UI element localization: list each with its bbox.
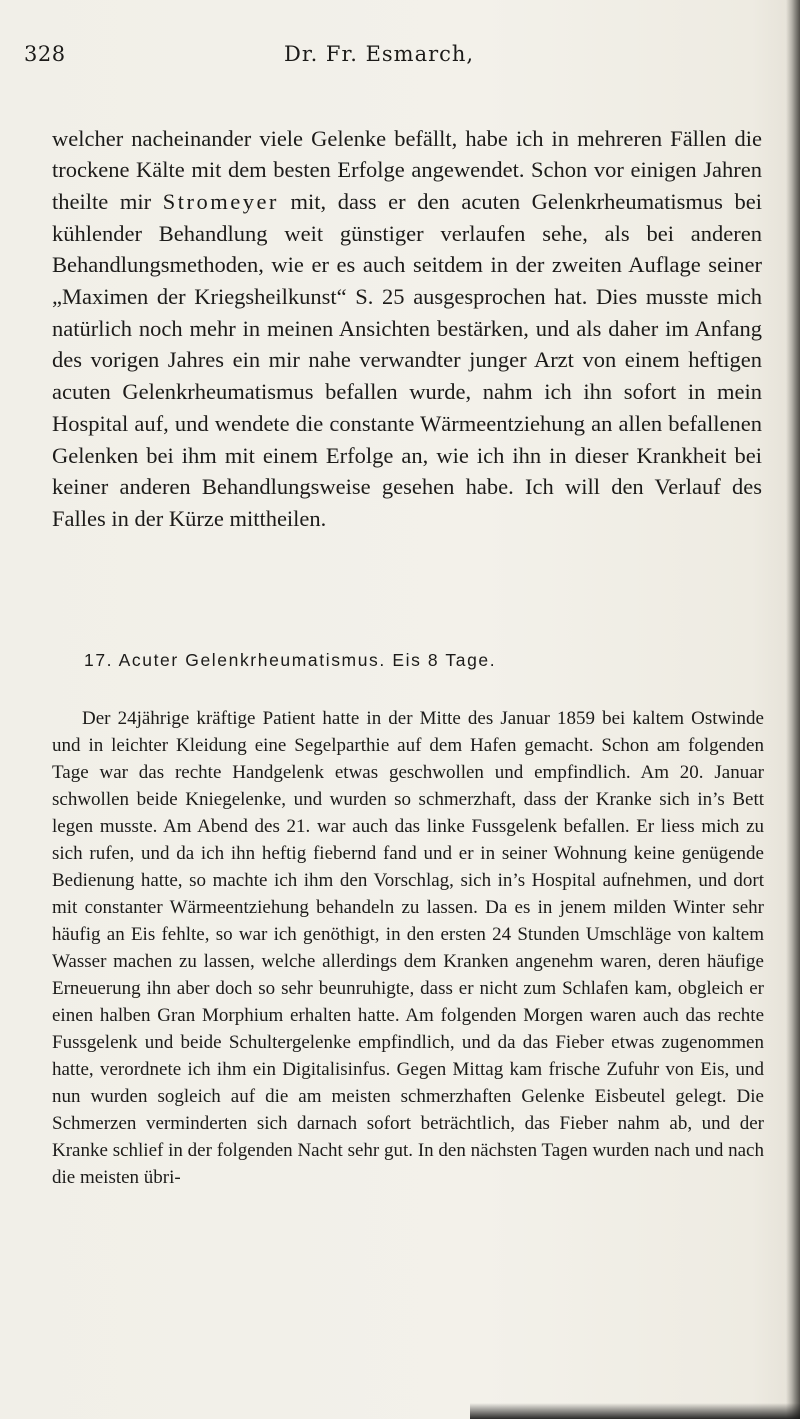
main-paragraph-text-2: mit, dass er den acuten Gelenkrheumatismus bei kühlender Behandlung weit günstiger verlaufen sehe, als bei anderen Behandlungsmethoden, wie er es auch seitdem in der zweiten Auflage seiner „Maximen der Kriegsheilkunst“ S. 25 ausgesprochen hat. Dies musste mich natürlich noch mehr in meinen Ansichten bestärken, und als daher im Anfang des vorigen Jahres ein mir nahe verwandter junger Arzt von einem heftigen acuten Gelenkrheumatismus befallen wurde, nahm ich ihn sofort in mein Hospital auf, und wendete die constante Wärmeentziehung an allen befallenen Gelenken bei ihm mit einem Erfolge an, wie ich ihn in dieser Krankheit bei keiner anderen Behandlungsweise gesehen habe. Ich will den Verlauf des Falles in der Kürze mittheilen. [52, 188, 762, 531]
case-report-paragraph: Der 24jährige kräftige Patient hatte in der Mitte des Januar 1859 bei kaltem Ostwinde und in leichter Kleidung eine Segelparthie auf dem Hafen gemacht. Schon am folgenden Tage war das rechte Handgelenk etwas geschwollen und empfindlich. Am 20. Januar schwollen beide Kniegelenke, und wurden so schmerzhaft, dass der Kranke sich in’s Bett legen musste. Am Abend des 21. war auch das linke Fussgelenk befallen. Er liess mich zu sich rufen, und da ich ihn heftig fiebernd fand und er in seiner Wohnung keine genügende Bedienung hatte, so machte ich ihm den Vorschlag, sich in’s Hospital aufnehmen, und dort mit constanter Wärmeentziehung behandeln zu lassen. Da es in jenem milden Winter sehr häufig an Eis fehlte, so war ich genöthigt, in den ersten 24 Stunden Umschläge von kaltem Wasser machen zu lassen, welche allerdings dem Kranken angenehm waren, deren häufige Erneuerung ihn aber doch so sehr beunruhigte, dass er nicht zum Schlafen kam, obgleich er einen halben Gran Morphium erhalten hatte. Am folgenden Morgen waren auch das rechte Fussgelenk und beide Schultergelenke empfindlich, und da das Fieber etwas zugenommen hatte, verordnete ich ihm ein Digitalisinfus. Gegen Mittag kam frische Zufuhr von Eis, und nun wurden sogleich auf die am meisten schmerzhaften Gelenke Eisbeutel gelegt. Die Schmerzen verminderten sich darnach sofort beträchtlich, das Fieber nahm ab, und der Kranke schlief in der folgenden Nacht sehr gut. In den nächsten Tagen wurden nach und nach die meisten übri- [52, 708, 764, 1188]
page-binding-shadow [786, 0, 800, 1419]
author-name-stromeyer: Stromeyer [162, 188, 279, 214]
page-header [24, 42, 764, 82]
page-number: 328 [24, 42, 66, 66]
case-heading: 17. Acuter Gelenkrheumatismus. Eis 8 Tage. [84, 650, 497, 670]
running-head: Dr. Fr. Esmarch, [284, 42, 475, 66]
main-paragraph-text-1: welcher nacheinander viele Gelenke befällt, habe ich in mehreren Fällen die trockene Kälte mit dem besten Erfolge angewendet. Schon vor einigen Jahren theilte mir [52, 125, 762, 214]
main-paragraph [52, 123, 762, 535]
page-bottom-shadow [470, 1403, 800, 1419]
